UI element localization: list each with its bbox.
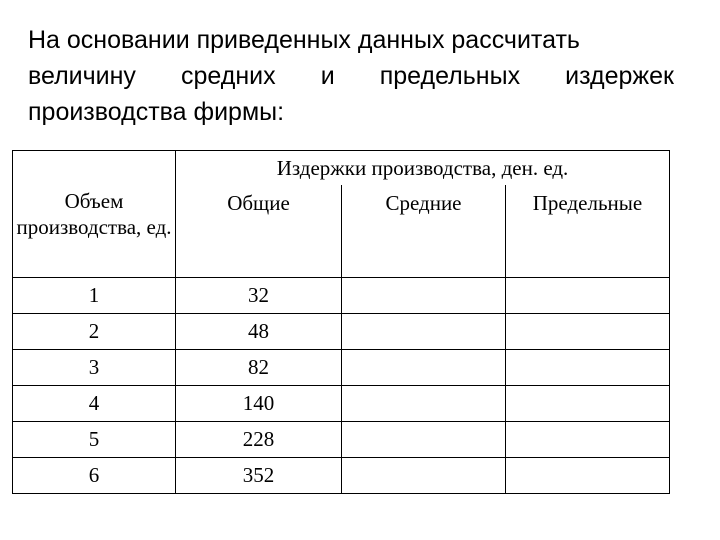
volume-cell: 5 xyxy=(13,422,176,458)
marginal-cost-cell xyxy=(506,458,670,494)
volume-cell: 6 xyxy=(13,458,176,494)
table-row xyxy=(13,314,670,350)
average-cost-cell xyxy=(342,386,506,422)
table-row xyxy=(13,386,670,422)
marginal-cost-cell xyxy=(506,350,670,386)
total-cost-cell: 140 xyxy=(176,386,342,422)
table-row xyxy=(13,278,670,314)
cost-table xyxy=(12,150,670,494)
average-cost-cell xyxy=(342,314,506,350)
costs-group-header: Издержки производства, ден. ед. xyxy=(176,151,670,186)
table-row xyxy=(13,422,670,458)
task-text xyxy=(28,22,674,130)
marginal-cost-cell xyxy=(506,422,670,458)
total-cost-cell: 82 xyxy=(176,350,342,386)
average-costs-header: Средние xyxy=(342,185,506,278)
marginal-cost-cell xyxy=(506,314,670,350)
average-cost-cell xyxy=(342,422,506,458)
total-cost-cell: 352 xyxy=(176,458,342,494)
marginal-cost-cell xyxy=(506,386,670,422)
total-cost-cell: 228 xyxy=(176,422,342,458)
marginal-costs-header: Предельные xyxy=(506,185,670,278)
total-cost-cell: 32 xyxy=(176,278,342,314)
average-cost-cell xyxy=(342,278,506,314)
task-line-2: величину средних и предельных издержек xyxy=(28,62,674,90)
volume-cell: 1 xyxy=(13,278,176,314)
average-cost-cell xyxy=(342,458,506,494)
marginal-cost-cell xyxy=(506,278,670,314)
volume-cell: 3 xyxy=(13,350,176,386)
table-row xyxy=(13,350,670,386)
task-line-1: На основании приведенных данных рассчитать xyxy=(28,26,580,54)
volume-cell: 4 xyxy=(13,386,176,422)
average-cost-cell xyxy=(342,350,506,386)
total-cost-cell: 48 xyxy=(176,314,342,350)
task-line-3: производства фирмы: xyxy=(28,98,285,126)
volume-header: Объем производства, ед. xyxy=(13,151,176,278)
table-row xyxy=(13,458,670,494)
total-costs-header: Общие xyxy=(176,185,342,278)
header-row-1 xyxy=(13,151,670,186)
volume-cell: 2 xyxy=(13,314,176,350)
